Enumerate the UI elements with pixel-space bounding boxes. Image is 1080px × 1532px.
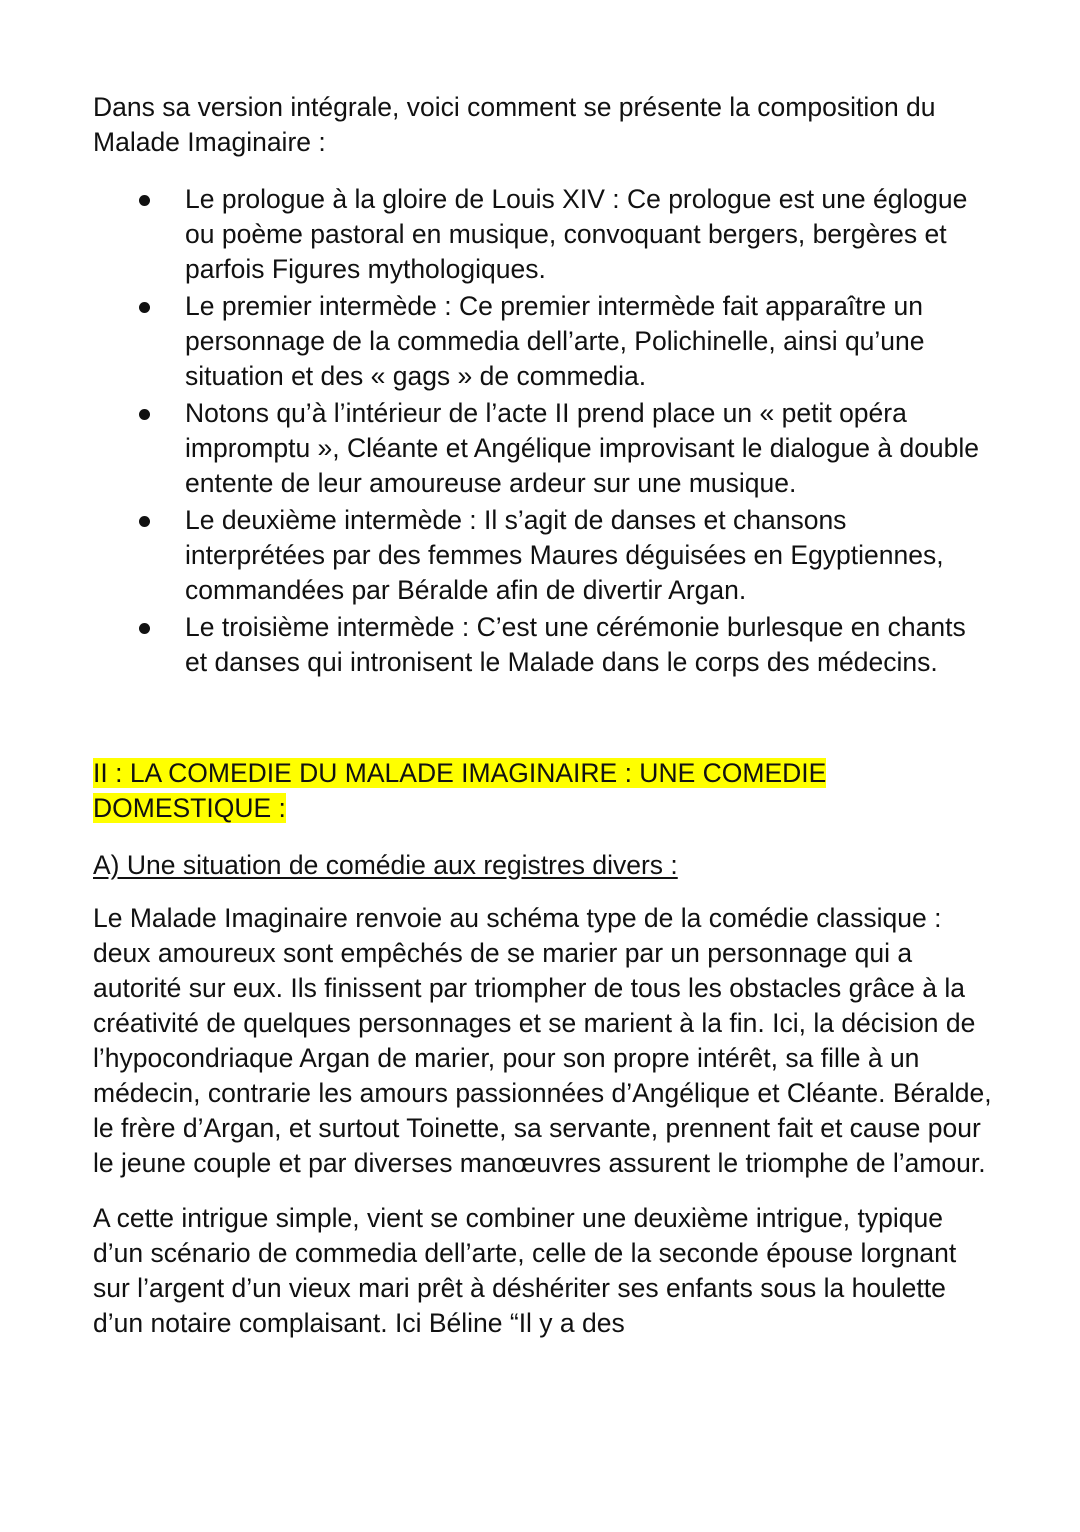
body-paragraph: Le Malade Imaginaire renvoie au schéma type de la comédie classique : deux amoureux sont empêchés de se marier par un personnage qui a autorité sur eux. Ils finissent par triompher de tous les obstacles grâce à la créativité de quelques personnages et se marient à la fin. Ici, la décision de l’hypocondriaque Argan de marier, pour son propre intérêt, sa fille à un médecin, contrarie les amours passionnées d’Angélique et Cléante. Béralde, le frère d’Argan, et surtout Toinette, sa servante, prennent fait et cause pour le jeune couple et par diverses manœuvres assurent le triomphe de l’amour. [93, 903, 992, 1178]
intro-paragraph: Dans sa version intégrale, voici comment se présente la composition du Malade Imaginaire : [93, 92, 936, 157]
list-item-troisieme-intermede [93, 610, 993, 680]
bullet-icon [139, 409, 150, 420]
body-paragraph: A cette intrigue simple, vient se combiner une deuxième intrigue, typique d’un scénario de commedia dell’arte, celle de la seconde épouse lorgnant sur l’argent d’un vieux mari prêt à déshériter ses enfants sous la houlette d’un notaire complaisant. Ici Béline “Il y a des [93, 1203, 957, 1338]
bullet-icon [139, 623, 150, 634]
list-item-deuxieme-intermede [93, 503, 993, 608]
section-heading [93, 756, 993, 826]
list-item-text: Le deuxième intermède : Il s’agit de danses et chansons interprétées par des femmes Maures déguisées en Egyptiennes, commandées par Béralde afin de divertir Argan. [185, 505, 944, 605]
document-page [93, 90, 993, 1361]
bullet-icon [139, 516, 150, 527]
list-item-premier-intermede [93, 289, 993, 394]
composition-list [93, 182, 993, 680]
bullet-icon [139, 195, 150, 206]
list-item-petit-opera [93, 396, 993, 501]
list-item-prologue [93, 182, 993, 287]
list-item-text: Le premier intermède : Ce premier intermède fait apparaître un personnage de la commedia dell’arte, Polichinelle, ainsi qu’une situation et des « gags » de commedia. [185, 291, 925, 391]
subheading: A) Une situation de comédie aux registres divers : [93, 850, 678, 880]
highlighted-heading-text: II : LA COMEDIE DU MALADE IMAGINAIRE : UNE COMEDIE DOMESTIQUE : [93, 758, 827, 823]
bullet-icon [139, 302, 150, 313]
list-item-text: Notons qu’à l’intérieur de l’acte II prend place un « petit opéra impromptu », Cléante et Angélique improvisant le dialogue à double entente de leur amoureuse ardeur sur une musique. [185, 398, 980, 498]
list-item-text: Le prologue à la gloire de Louis XIV : Ce prologue est une églogue ou poème pastoral en musique, convoquant bergers, bergères et parfois Figures mythologiques. [185, 184, 968, 284]
list-item-text: Le troisième intermède : C’est une cérémonie burlesque en chants et danses qui intronisent le Malade dans le corps des médecins. [185, 612, 966, 677]
